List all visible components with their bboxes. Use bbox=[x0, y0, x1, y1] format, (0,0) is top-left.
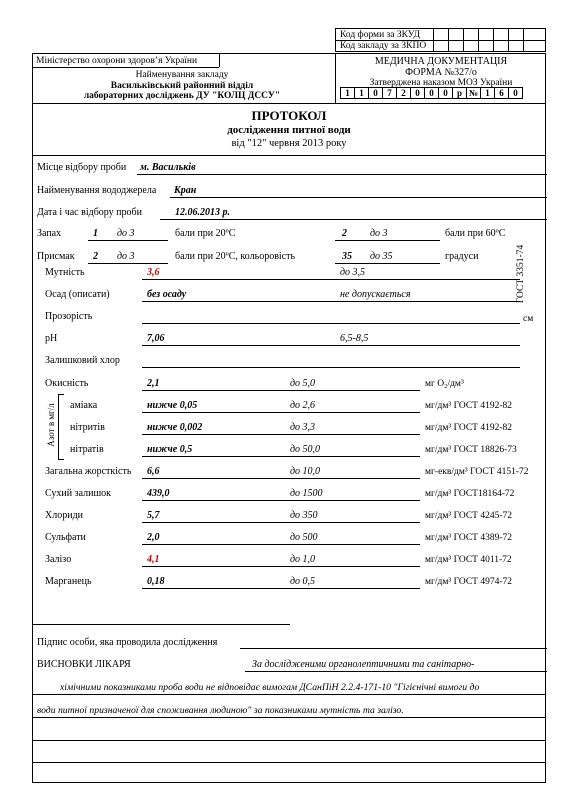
row-label: Хлориди bbox=[45, 510, 84, 521]
source-value: Кран bbox=[174, 185, 197, 196]
row-value: 6,6 bbox=[147, 466, 160, 477]
nitrogen-group-label: Азот в мг/л bbox=[46, 403, 56, 447]
row-underline bbox=[142, 301, 520, 302]
date-value: 12.06.2013 р. bbox=[175, 207, 230, 218]
row-norm: до 3,5 bbox=[340, 267, 366, 278]
row-label: нітритів bbox=[70, 422, 105, 433]
approved-text: Затверджена наказом МОЗ України bbox=[369, 78, 513, 88]
row-value: 5,7 bbox=[147, 510, 160, 521]
row-label: нітратів bbox=[70, 444, 104, 455]
row-label: Залишковий хлор bbox=[45, 355, 120, 366]
row-underline bbox=[142, 478, 420, 479]
row-underline bbox=[142, 367, 520, 368]
row-underline bbox=[142, 434, 420, 435]
ministry-text: Міністерство охорони здоров’я України bbox=[36, 56, 198, 66]
gost-side-label: ГОСТ 3351-74 bbox=[516, 244, 526, 304]
row-value: нижче 0,002 bbox=[147, 422, 203, 433]
form-number: ФОРМА №327/о bbox=[405, 67, 477, 78]
row-underline bbox=[142, 522, 420, 523]
row-norm: до 5,0 bbox=[290, 378, 316, 389]
taste-20-unit: бали при 20ºС, кольоровість bbox=[175, 251, 296, 262]
code-digit: № bbox=[466, 88, 480, 98]
row-underline bbox=[142, 323, 520, 324]
code-digit: 1 bbox=[340, 88, 354, 98]
row-norm: до 3,3 bbox=[290, 422, 316, 433]
code-digit: 6 bbox=[494, 88, 508, 98]
row-underline bbox=[142, 412, 420, 413]
code-table bbox=[335, 28, 546, 52]
med-doc-title: МЕДИЧНА ДОКУМЕНТАЦІЯ bbox=[374, 56, 508, 67]
row-norm: до 2,6 bbox=[290, 400, 316, 411]
code-digit: 0 bbox=[424, 88, 438, 98]
nitrogen-bracket bbox=[58, 394, 64, 460]
smell-20-unit: бали при 20ºС bbox=[175, 228, 236, 239]
row-unit: мг/дм³ ГОСТ 4011-72 bbox=[425, 555, 512, 565]
row-label: Осад (описати) bbox=[45, 289, 110, 300]
row-norm: до 1,0 bbox=[290, 554, 316, 565]
row-value: 2,1 bbox=[147, 378, 160, 389]
smell-20-norm: до 3 bbox=[117, 228, 135, 239]
row-value: 439,0 bbox=[147, 488, 170, 499]
smell-label: Запах bbox=[37, 228, 62, 239]
row-unit: мг/дм³ ГОСТ18164-72 bbox=[425, 489, 515, 499]
row-norm: 6,5-8,5 bbox=[340, 333, 369, 344]
protocol-date: від "12" червня 2013 року bbox=[231, 138, 347, 149]
row-value: 0,18 bbox=[147, 576, 165, 587]
row-norm: до 500 bbox=[290, 532, 318, 543]
institution-line1: Васильківський районний відділ bbox=[110, 81, 254, 91]
row-unit: см bbox=[523, 314, 534, 324]
row-norm: до 350 bbox=[290, 510, 318, 521]
institution-line2: лабораторних досліджень ДУ "КОЛЦ ДССУ" bbox=[83, 91, 281, 101]
row-norm: до 50,0 bbox=[290, 444, 321, 455]
conclusion-label: ВИСНОВКИ ЛІКАРЯ bbox=[37, 659, 131, 670]
protocol-title: ПРОТОКОЛ bbox=[251, 108, 327, 123]
code-digit: 0 bbox=[368, 88, 382, 98]
row-underline bbox=[142, 456, 420, 457]
color-unit: градуси bbox=[445, 251, 479, 262]
code-zkud-label: Код форми за ЗКУД bbox=[340, 30, 421, 40]
conclusion-line1: За дослідженими органолептичними та санітарно- bbox=[252, 659, 475, 670]
taste-label: Присмак bbox=[37, 251, 75, 262]
row-unit: мг/дм³ ГОСТ 4192-82 bbox=[425, 423, 513, 433]
code-digit: 0 bbox=[410, 88, 424, 98]
row-underline bbox=[142, 390, 420, 391]
row-label: Залізо bbox=[45, 554, 72, 565]
code-digit: 0 bbox=[508, 88, 522, 98]
code-digit: 7 bbox=[382, 88, 396, 98]
smell-60-value: 2 bbox=[342, 228, 347, 239]
row-unit: мг/дм³ ГОСТ 4389-72 bbox=[425, 533, 513, 543]
taste-20-norm: до 3 bbox=[117, 251, 135, 262]
row-underline bbox=[142, 279, 520, 280]
row-label: Прозорість bbox=[45, 311, 93, 322]
row-norm: до 10,0 bbox=[290, 466, 321, 477]
taste-20-value: 2 bbox=[93, 251, 98, 262]
row-value: 2,0 bbox=[147, 532, 160, 543]
color-value: 35 bbox=[342, 251, 352, 262]
row-value: нижче 0,05 bbox=[147, 400, 198, 411]
smell-60-norm: до 3 bbox=[370, 228, 388, 239]
code-digit: 2 bbox=[396, 88, 410, 98]
date-label: Дата і час відбору проби bbox=[37, 207, 142, 218]
row-value: нижче 0,5 bbox=[147, 444, 193, 455]
code-digit: р bbox=[452, 88, 466, 98]
row-value: 3,6 bbox=[147, 267, 160, 278]
signature-label: Підпис особи, яка проводила дослідження bbox=[37, 637, 218, 648]
smell-20-value: 1 bbox=[93, 228, 98, 239]
row-unit: мг/дм³ ГОСТ 18826-73 bbox=[425, 445, 517, 455]
row-underline bbox=[142, 500, 420, 501]
row-value: 7,06 bbox=[147, 333, 165, 344]
place-label: Місце відбору проби bbox=[37, 162, 127, 173]
row-unit: мг/дм³ ГОСТ 4974-72 bbox=[425, 577, 513, 587]
row-label: аміака bbox=[70, 400, 98, 411]
row-unit: мг/дм³ ГОСТ 4245-72 bbox=[425, 511, 513, 521]
row-value: 4,1 bbox=[147, 554, 160, 565]
row-label: Загальна жорсткість bbox=[45, 466, 132, 477]
row-underline bbox=[142, 544, 420, 545]
conclusion-line2: хімічними показниками проба води не відповідає вимогам ДСанПіН 2.2.4-171-10 "Гігієнічні вимоги до bbox=[60, 682, 480, 693]
row-label: Сульфати bbox=[45, 532, 86, 543]
smell-60-unit: бали при 60ºС bbox=[445, 228, 506, 239]
row-unit: мг О₂/дм³ bbox=[425, 379, 464, 389]
row-label: Окисність bbox=[45, 378, 89, 389]
row-label: Сухий залишок bbox=[45, 488, 112, 499]
row-underline bbox=[142, 566, 420, 567]
row-norm: до 1500 bbox=[290, 488, 323, 499]
source-label: Найменування вододжерела bbox=[37, 185, 157, 196]
conclusion-line3: води питної призначеної для споживання людиною" за показниками мутність та залізо. bbox=[37, 705, 404, 716]
row-label: рН bbox=[45, 333, 58, 344]
code-digit: 1 bbox=[480, 88, 494, 98]
row-unit: мг-екв/дм³ ГОСТ 4151-72 bbox=[425, 467, 529, 477]
row-label: Марганець bbox=[45, 576, 92, 587]
place-value: м. Васильків bbox=[140, 162, 196, 173]
row-norm: не допускається bbox=[340, 289, 411, 300]
protocol-subtitle: дослідження питної води bbox=[227, 124, 351, 136]
color-norm: до 35 bbox=[370, 251, 393, 262]
code-digit: 1 bbox=[354, 88, 368, 98]
row-value: без осаду bbox=[147, 289, 187, 300]
code-zkpo-label: Код закладу за ЗКПО bbox=[340, 41, 427, 51]
row-unit: мг/дм³ ГОСТ 4192-82 bbox=[425, 401, 513, 411]
institution-label: Найменування закладу bbox=[135, 70, 229, 80]
row-norm: до 0,5 bbox=[290, 576, 316, 587]
row-underline bbox=[142, 345, 520, 346]
row-label: Мутність bbox=[45, 267, 85, 278]
code-digit: 0 bbox=[438, 88, 452, 98]
code-digits bbox=[340, 87, 523, 99]
row-underline bbox=[142, 588, 420, 589]
